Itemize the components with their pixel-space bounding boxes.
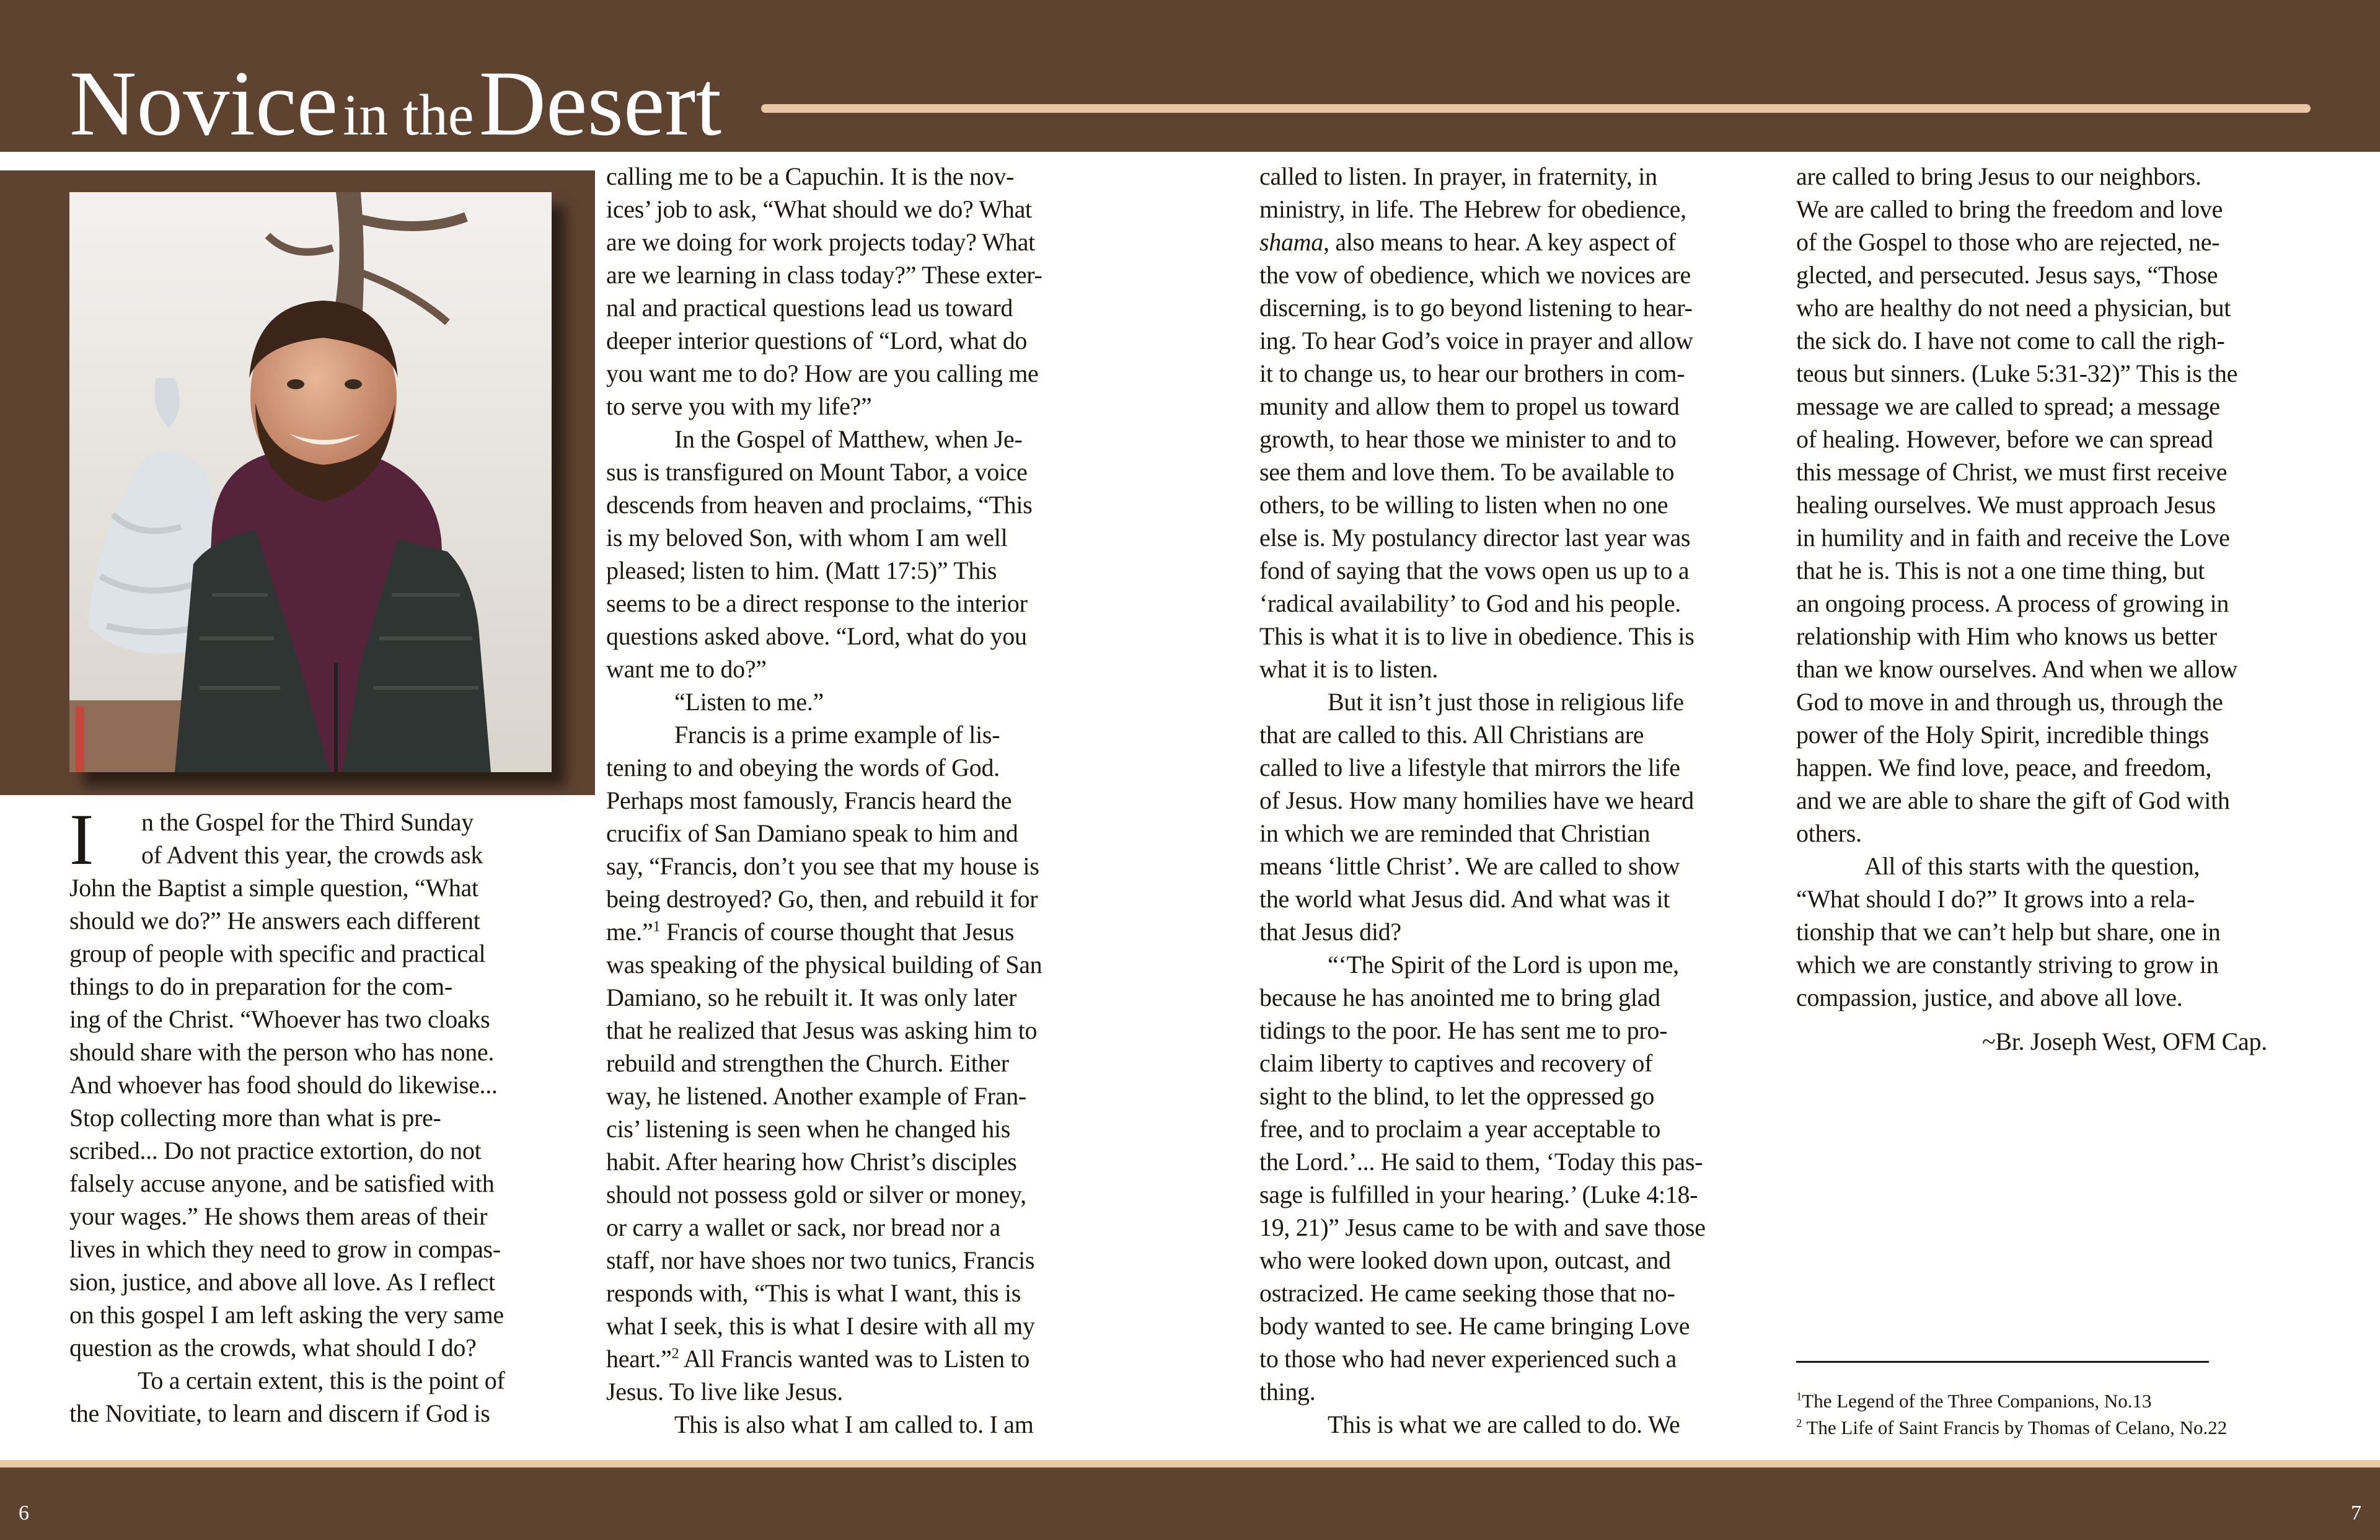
line-tail: Francis of course thought that Jesus — [660, 918, 1015, 946]
text-line: “Listen to me.” — [674, 688, 824, 716]
footnote-ref-1: 1 — [653, 918, 661, 935]
text-line: rebuild and strengthen the Church. Either — [606, 1049, 1009, 1077]
line-head: me.” — [606, 918, 653, 946]
text-line: tening to and obeying the words of God. — [606, 754, 1000, 781]
text-line: what it is to listen. — [1259, 655, 1439, 683]
footnote-text: The Legend of the Three Companions, No.13 — [1802, 1390, 2152, 1412]
text-line: cis’ listening is seen when he changed his — [606, 1115, 1011, 1143]
text-line: things to do in preparation for the com- — [69, 972, 452, 1000]
line-head: heart.” — [606, 1345, 672, 1373]
text-line: power of the Holy Spirit, incredible things — [1796, 721, 2209, 749]
text-line: was speaking of the physical building of San — [606, 951, 1042, 979]
text-line: should share with the person who has none. — [69, 1038, 495, 1066]
text-line: body wanted to see. He came bringing Love — [1259, 1312, 1690, 1340]
text-line: called to live a lifestyle that mirrors the life — [1259, 754, 1680, 781]
text-line: healing ourselves. We must approach Jesus — [1796, 491, 2216, 519]
text-line: “What should I do?” It grows into a rela- — [1796, 885, 2195, 913]
text-line: and we are able to share the gift of God with — [1796, 786, 2230, 814]
text-line: happen. We find love, peace, and freedom, — [1796, 754, 2212, 781]
text-line: claim liberty to captives and recovery of — [1259, 1049, 1653, 1077]
text-line: descends from heaven and proclaims, “This — [606, 491, 1033, 519]
text-line: responds with, “This is what I want, this is — [606, 1279, 1021, 1307]
text-line — [606, 915, 1121, 948]
text-line: means ‘little Christ’. We are called to show — [1259, 852, 1680, 880]
text-line: shama, also means to hear. A key aspect of — [1259, 228, 1676, 256]
line-tail: also means to hear. A key aspect of — [1335, 228, 1676, 256]
text-line: scribed... Do not practice extortion, do not — [69, 1137, 482, 1164]
text-line: sion, justice, and above all love. As I reflect — [69, 1268, 495, 1296]
text-line: others. — [1796, 819, 1862, 847]
text-line: others, to be willing to listen when no one — [1259, 491, 1668, 519]
title-novice: Novice — [69, 52, 338, 155]
text-line: say, “Francis, don’t you see that my house is — [606, 852, 1039, 880]
text-line: it to change us, to hear our brothers in com- — [1259, 359, 1685, 387]
text-line: that Jesus did? — [1259, 918, 1401, 946]
text-line: ‘radical availability’ to God and his people. — [1259, 589, 1681, 617]
text-line: n the Gospel for the Third Sunday — [141, 808, 474, 836]
text-line: group of people with specific and practical — [69, 939, 486, 967]
text-line: calling me to be a Capuchin. It is the nov- — [606, 162, 1015, 190]
text-line — [606, 1342, 1121, 1375]
text-line: staff, nor have shoes nor two tunics, Francis — [606, 1246, 1035, 1274]
text-column-4 — [1796, 160, 2311, 1058]
text-line: should we do?” He answers each different — [69, 907, 480, 935]
text-line: to serve you with my life?” — [606, 392, 872, 420]
text-line: relationship with Him who knows us better — [1796, 622, 2217, 650]
text-line: Francis is a prime example of lis- — [674, 721, 1000, 749]
text-line: questions asked above. “Lord, what do you — [606, 622, 1027, 650]
article-title — [69, 52, 722, 155]
text-line: the Lord.’... He said to them, ‘Today this pas- — [1259, 1148, 1703, 1176]
text-line: Stop collecting more than what is pre- — [69, 1104, 441, 1132]
text-line: This is what it is to live in obedience. This is — [1259, 622, 1695, 650]
text-line: falsely accuse anyone, and be satisfied with — [69, 1169, 495, 1197]
text-column-2 — [606, 160, 1121, 1441]
text-line: teous but sinners. (Luke 5:31-32)” This is the — [1796, 359, 2238, 387]
text-line: want me to do?” — [606, 655, 767, 683]
text-line: sus is transfigured on Mount Tabor, a voice — [606, 458, 1028, 486]
text-line: 19, 21)” Jesus came to be with and save those — [1259, 1213, 1706, 1241]
text-column-3 — [1259, 160, 1774, 1441]
text-line: an ongoing process. A process of growing in — [1796, 589, 2229, 617]
text-line: or carry a wallet or sack, nor bread nor a — [606, 1213, 1000, 1241]
text-line: because he has anointed me to bring glad — [1259, 983, 1660, 1011]
text-line: Jesus. To live like Jesus. — [606, 1378, 843, 1406]
text-line: discerning, is to go beyond listening to hear- — [1259, 294, 1693, 322]
novice-photo — [69, 192, 552, 772]
text-line: sage is fulfilled in your hearing.’ (Luke 4:18- — [1259, 1181, 1698, 1208]
text-line: are called to bring Jesus to our neighbors. — [1796, 162, 2202, 190]
text-line: growth, to hear those we minister to and to — [1259, 425, 1677, 453]
text-line: To a certain extent, this is the point of — [138, 1366, 505, 1394]
text-line: “‘The Spirit of the Lord is upon me, — [1328, 951, 1679, 979]
text-line: compassion, justice, and above all love. — [1796, 983, 2183, 1011]
text-line: munity and allow them to propel us toward — [1259, 392, 1680, 420]
text-line: which we are constantly striving to grow in — [1796, 951, 2219, 979]
footnote-rule — [1796, 1361, 2209, 1363]
title-rule — [761, 104, 2311, 113]
title-in-the: in the — [343, 83, 474, 147]
text-line: else is. My postulancy director last year was — [1259, 524, 1691, 552]
text-line: Perhaps most famously, Francis heard the — [606, 786, 1012, 814]
text-line: see them and love them. To be available to — [1259, 458, 1675, 486]
italic-word: shama — [1259, 228, 1323, 256]
text-line: tidings to the poor. He has sent me to pro- — [1259, 1016, 1668, 1044]
text-line: John the Baptist a simple question, “What — [69, 874, 478, 902]
text-line: than we know ourselves. And when we allow — [1796, 655, 2237, 683]
page-number-left: 6 — [19, 1502, 29, 1525]
text-line: called to listen. In prayer, in fraternity, in — [1259, 162, 1657, 190]
text-line: ministry, in life. The Hebrew for obedience, — [1259, 195, 1686, 223]
text-line: who are healthy do not need a physician, but — [1796, 294, 2231, 322]
text-line: this message of Christ, we must first receive — [1796, 458, 2228, 486]
line-tail: All Francis wanted was to Listen to — [679, 1345, 1030, 1373]
text-line: seems to be a direct response to the interior — [606, 589, 1028, 617]
text-line: pleased; listen to him. (Matt 17:5)” This — [606, 557, 997, 584]
text-line: This is also what I am called to. I am — [674, 1410, 1034, 1438]
text-line: being destroyed? Go, then, and rebuild it for — [606, 885, 1038, 913]
text-line: of healing. However, before we can spread — [1796, 425, 2213, 453]
text-line: deeper interior questions of “Lord, what do — [606, 327, 1028, 354]
text-line: the vow of obedience, which we novices are — [1259, 261, 1691, 289]
text-line: glected, and persecuted. Jesus says, “Those — [1796, 261, 2218, 289]
text-line: your wages.” He shows them areas of their — [69, 1202, 488, 1230]
text-line: that he realized that Jesus was asking him to — [606, 1016, 1038, 1044]
text-line: And whoever has food should do likewise... — [69, 1071, 498, 1099]
text-line: are we learning in class today?” These exter- — [606, 261, 1042, 289]
text-line: of Jesus. How many homilies have we heard — [1259, 786, 1694, 814]
text-line: ing. To hear God’s voice in prayer and allow — [1259, 327, 1693, 354]
footnote-ref-2: 2 — [671, 1345, 679, 1362]
text-line: ostracized. He came seeking those that no- — [1259, 1279, 1675, 1307]
text-line: tionship that we can’t help but share, one in — [1796, 918, 2221, 946]
text-line: are we doing for work projects today? What — [606, 228, 1035, 256]
text-line: should not possess gold or silver or money, — [606, 1181, 1026, 1208]
text-line: ices’ job to ask, “What should we do? What — [606, 195, 1032, 223]
text-line: the world what Jesus did. And what was it — [1259, 885, 1670, 913]
text-line: to those who had never experienced such a — [1259, 1345, 1677, 1373]
text-line: the Novitiate, to learn and discern if God is — [69, 1399, 490, 1427]
text-line: Damiano, so he rebuilt it. It was only later — [606, 983, 1017, 1011]
text-line: who were looked down upon, outcast, and — [1259, 1246, 1671, 1274]
text-line: message we are called to spread; a message — [1796, 392, 2220, 420]
text-line: of Advent this year, the crowds ask — [141, 841, 483, 869]
text-line: question as the crowds, what should I do? — [69, 1334, 477, 1362]
footnote-number: 2 — [1796, 1417, 1802, 1430]
text-line: In the Gospel of Matthew, when Je- — [674, 425, 1023, 453]
text-line: ing of the Christ. “Whoever has two cloaks — [69, 1005, 490, 1033]
footnote-text: The Life of Saint Francis by Thomas of Celano, No.22 — [1802, 1417, 2228, 1438]
text-line: God to move in and through us, through the — [1796, 688, 2223, 716]
footnote-1 — [1796, 1391, 2151, 1410]
text-line: thing. — [1259, 1378, 1316, 1406]
footer-rule — [0, 1460, 2380, 1467]
text-line: sight to the blind, to let the oppressed go — [1259, 1082, 1655, 1110]
text-line: of the Gospel to those who are rejected, ne- — [1796, 228, 2220, 256]
drop-cap: I — [69, 799, 94, 880]
text-line: This is what we are called to do. We — [1328, 1410, 1680, 1438]
text-line: on this gospel I am left asking the very same — [69, 1301, 504, 1329]
text-line: you want me to do? How are you calling me — [606, 359, 1039, 387]
footer-band — [0, 1460, 2380, 1540]
footnote-number: 1 — [1796, 1390, 1802, 1404]
text-line: nal and practical questions lead us toward — [606, 294, 1013, 322]
text-line: crucifix of San Damiano speak to him and — [606, 819, 1018, 847]
text-line: that he is. This is not a one time thing, but — [1796, 557, 2205, 584]
text-line: lives in which they need to grow in compas- — [69, 1235, 501, 1263]
text-line: habit. After hearing how Christ’s disciples — [606, 1148, 1017, 1176]
text-line: way, he listened. Another example of Fran- — [606, 1082, 1026, 1110]
text-line: is my beloved Son, with whom I am well — [606, 524, 1008, 552]
title-desert: Desert — [478, 52, 722, 155]
text-line: We are called to bring the freedom and love — [1796, 195, 2223, 223]
author-signature: ~Br. Joseph West, OFM Cap. — [1982, 1027, 2267, 1055]
text-line: in humility and in faith and receive the Love — [1796, 524, 2230, 552]
text-line: what I seek, this is what I desire with all my — [606, 1312, 1035, 1340]
text-line: in which we are reminded that Christian — [1259, 819, 1651, 847]
footnote-2 — [1796, 1418, 2227, 1437]
text-line: But it isn’t just those in religious life — [1328, 688, 1684, 716]
page-number-right: 7 — [2351, 1502, 2361, 1525]
text-line: the sick do. I have not come to call the righ- — [1796, 327, 2225, 354]
text-line: All of this starts with the question, — [1864, 852, 2200, 880]
text-line: free, and to proclaim a year acceptable to — [1259, 1115, 1661, 1143]
text-line: fond of saying that the vows open us up to a — [1259, 557, 1690, 584]
text-column-1 — [69, 806, 590, 1430]
text-line: that are called to this. All Christians are — [1259, 721, 1644, 749]
